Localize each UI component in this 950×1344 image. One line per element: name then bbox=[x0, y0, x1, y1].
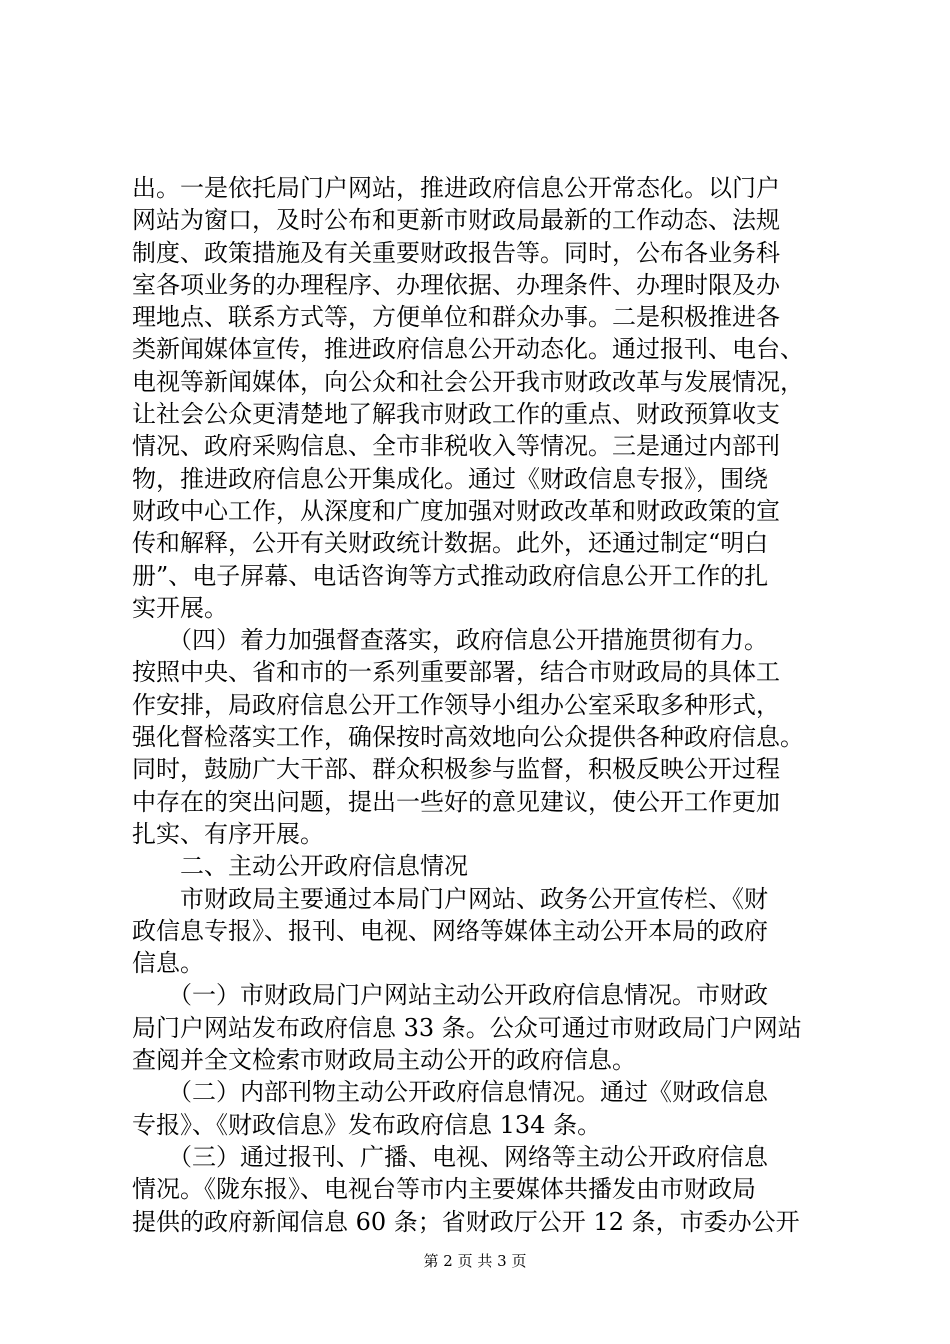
text-line: 二、主动公开政府信息情况 bbox=[132, 852, 468, 881]
text-line: 按照中央、省和市的一系列重要部署，结合市财政局的具体工 bbox=[132, 658, 780, 687]
text-line: 电视等新闻媒体，向公众和社会公开我市财政改革与发展情况， bbox=[132, 367, 804, 396]
text-line: 财政中心工作，从深度和广度加强对财政改革和财政政策的宣 bbox=[132, 496, 780, 525]
text-line: 强化督检落实工作，确保按时高效地向公众提供各种政府信息。 bbox=[132, 723, 804, 752]
text-line: 传和解释，公开有关财政统计数据。此外，还通过制定“明白 bbox=[132, 529, 769, 558]
text-line: （三）通过报刊、广播、电视、网络等主动公开政府信息 bbox=[132, 1142, 768, 1171]
text-line: 同时，鼓励广大干部、群众积极参与监督，积极反映公开过程 bbox=[132, 755, 780, 784]
text-line: （四）着力加强督查落实，政府信息公开措施贯彻有力。 bbox=[132, 626, 768, 655]
text-line: 实开展。 bbox=[132, 593, 228, 622]
text-line: 情况。《陇东报》、电视台等市内主要媒体共播发由市财政局 bbox=[132, 1175, 756, 1204]
page-footer: 第 2 页 共 3 页 bbox=[423, 1252, 527, 1270]
text-line: 中存在的突出问题，提出一些好的意见建议，使公开工作更加 bbox=[132, 787, 780, 816]
text-line: 扎实、有序开展。 bbox=[132, 819, 324, 848]
text-line: 信息。 bbox=[132, 949, 204, 978]
text-line: 室各项业务的办理程序、办理依据、办理条件、办理时限及办 bbox=[132, 270, 780, 299]
text-line: 政信息专报》、报刊、电视、网络等媒体主动公开本局的政府 bbox=[132, 916, 768, 945]
text-line: 局门户网站发布政府信息 33 条。公众可通过市财政局门户网站 bbox=[132, 1013, 802, 1042]
text-line: 出。一是依托局门户网站，推进政府信息公开常态化。以门户 bbox=[132, 174, 780, 202]
text-line: 理地点、联系方式等，方便单位和群众办事。二是积极推进各 bbox=[132, 303, 780, 332]
text-line: 网站为窗口，及时公布和更新市财政局最新的工作动态、法规 bbox=[132, 206, 780, 235]
text-line: 作安排，局政府信息公开工作领导小组办公室采取多种形式， bbox=[132, 690, 780, 719]
text-line: 市财政局主要通过本局门户网站、政务公开宣传栏、《财 bbox=[132, 884, 768, 913]
text-line: （二）内部刊物主动公开政府信息情况。通过《财政信息 bbox=[132, 1078, 768, 1107]
text-line: 制度、政策措施及有关重要财政报告等。同时，公布各业务科 bbox=[132, 238, 780, 267]
text-line: 查阅并全文检索市财政局主动公开的政府信息。 bbox=[132, 1046, 636, 1075]
text-line: 提供的政府新闻信息 60 条；省财政厅公开 12 条，市委办公开 bbox=[132, 1207, 800, 1236]
text-line: 物，推进政府信息公开集成化。通过《财政信息专报》，围绕 bbox=[132, 464, 768, 493]
document-body bbox=[132, 172, 832, 1238]
text-line: 专报》、《财政信息》发布政府信息 134 条。 bbox=[132, 1110, 602, 1139]
text-line: 类新闻媒体宣传，推进政府信息公开动态化。通过报刊、电台、 bbox=[132, 335, 804, 364]
text-line: （一）市财政局门户网站主动公开政府信息情况。市财政 bbox=[132, 981, 768, 1010]
text-line: 册”、电子屏幕、电话咨询等方式推动政府信息公开工作的扎 bbox=[132, 561, 769, 590]
text-line: 情况、政府采购信息、全市非税收入等情况。三是通过内部刊 bbox=[132, 432, 780, 461]
text-line: 让社会公众更清楚地了解我市财政工作的重点、财政预算收支 bbox=[132, 400, 780, 429]
